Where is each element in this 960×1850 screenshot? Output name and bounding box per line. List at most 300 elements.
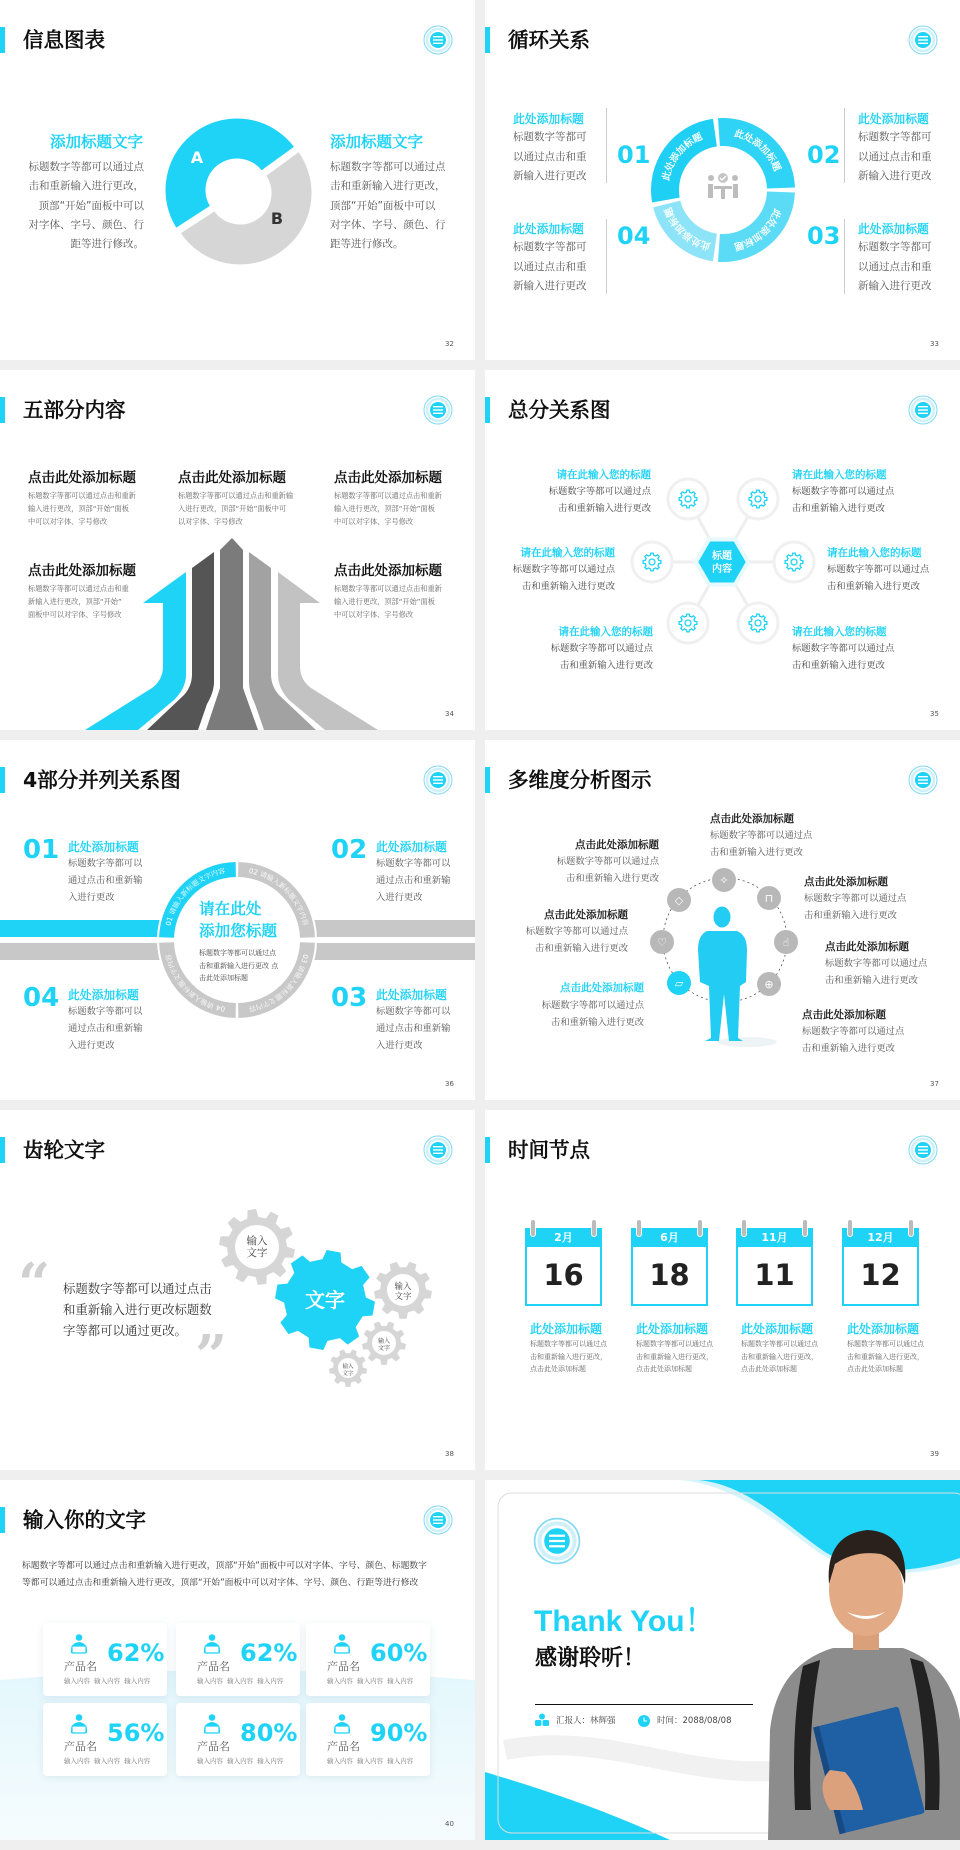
text-line: 标题数字等都可以	[376, 1006, 451, 1017]
item-body	[68, 1003, 142, 1054]
stat-label: 产品名	[64, 1660, 97, 1673]
calendar-ring	[908, 1219, 914, 1237]
stat-card	[176, 1703, 300, 1776]
text-line: 距等进行修改。	[330, 238, 404, 251]
text-line: 击和重新输入进行更改	[710, 847, 803, 858]
item-body	[542, 997, 644, 1031]
thank-you-subtitle: 感谢聆听！	[535, 1646, 646, 1671]
text-line: 标题数字等都可以通过点	[330, 161, 446, 173]
calendar-ring	[741, 1219, 747, 1237]
stat-label: 产品名	[64, 1740, 97, 1753]
text-line: 中可以对字体、字号修改	[334, 610, 414, 619]
ring-label: 此处添加标题	[660, 131, 705, 182]
item-heading: 点击此处添加标题	[825, 941, 909, 953]
item-heading: 此处添加标题	[858, 112, 929, 126]
page-number: 40	[445, 1820, 454, 1828]
diamond-icon: ◇	[674, 894, 684, 907]
text-line: 入进行更改	[376, 892, 423, 903]
reporter-text: 汇报人：林辉强	[556, 1716, 616, 1726]
text-line: 标题数字等都可以通过点	[827, 564, 930, 575]
gear-label: 输入	[342, 1364, 354, 1370]
milestone-body	[530, 1338, 607, 1376]
text-line: 标题数字等都可以	[68, 858, 143, 869]
heart-icon: ♡	[657, 936, 667, 949]
item-body	[804, 890, 906, 924]
item-body	[376, 855, 450, 906]
text-line: 标题数字等都可以	[376, 858, 451, 869]
text-line: 击和重新输入进行更改，	[636, 1352, 713, 1361]
text-line: 标题数字等都可以通过点	[525, 926, 628, 937]
stat-sub: 输入内容 输入内容 输入内容	[197, 1757, 284, 1765]
calendar-ring	[530, 1219, 536, 1237]
page-number: 34	[445, 710, 454, 718]
text-line: 标题数字等都可	[858, 131, 932, 143]
text-line: 标题数字等都可以通过点击	[63, 1281, 212, 1296]
text-line: 击和重新输入进行更改，	[28, 180, 144, 193]
page-number: 37	[930, 1080, 939, 1088]
slide-title: 输入你的文字	[23, 1508, 146, 1532]
item-body	[792, 483, 894, 517]
item-body	[792, 640, 894, 674]
text-line: 以通过点击和重	[858, 260, 932, 273]
intro-paragraph	[22, 1558, 427, 1592]
text-line: 标题数字等都可以通过点	[847, 1340, 924, 1348]
text-line: 标题数字等都可以通过点击和重新	[334, 491, 442, 500]
item-body	[513, 238, 587, 297]
text-line: 击和重新输入进行更改，	[741, 1352, 818, 1361]
team-check-icon	[708, 173, 738, 199]
item-heading: 请在此输入您的标题	[792, 626, 887, 638]
ring-label: 01 请输入新标题文字内容	[164, 867, 226, 927]
page-number: 39	[930, 1450, 939, 1458]
text-line: 标题数字等都可以通过点	[530, 1340, 607, 1348]
main-gear-label: 文字	[305, 1288, 345, 1312]
page-number: 33	[930, 340, 939, 348]
ring-label: 此处添加标题	[732, 128, 783, 174]
item-heading: 此处添加标题	[68, 840, 139, 854]
milestone-body	[636, 1338, 713, 1376]
center-label: 标题	[712, 551, 732, 562]
item-heading: 此处添加标题	[376, 988, 447, 1002]
item-body	[526, 923, 628, 957]
item-heading: 请在此输入您的标题	[520, 547, 615, 559]
clock-icon	[638, 1715, 650, 1727]
text-line: 标题数字等都可以	[68, 1006, 143, 1017]
calendar-ring	[636, 1219, 642, 1237]
item-heading: 此处添加标题	[68, 988, 139, 1002]
text-line: 击和重新输入进行更改，	[330, 180, 446, 193]
page-number: 36	[445, 1080, 454, 1088]
item-body	[557, 853, 659, 887]
text-line: 输入进行更改，顶部“开始”面板	[28, 504, 129, 513]
text-line: 通过点击和重新输	[68, 875, 143, 886]
text-line: 标题数字等都可以通过点	[541, 1000, 644, 1011]
gear-label: 输入	[377, 1338, 391, 1345]
stat-label: 产品名	[327, 1660, 360, 1673]
text-line: 标题数字等都可以通过点	[792, 643, 895, 654]
gear-label: 文字	[342, 1371, 354, 1377]
text-line: 以对字体、字号修改	[178, 517, 243, 526]
band-gray	[300, 920, 475, 937]
calendar-month: 11月	[736, 1228, 813, 1247]
ring-label: 03 请输入新标题文字内容	[248, 953, 310, 1013]
milestone-body	[741, 1338, 818, 1376]
text-line: 点击此处添加标题	[530, 1365, 586, 1373]
item-heading: 点击此处添加标题	[334, 470, 442, 486]
text-line: 标题数字等都可以通过点	[512, 564, 615, 575]
slide-40[interactable]	[0, 1480, 475, 1840]
reader-icon	[202, 1714, 226, 1738]
stat-card	[306, 1623, 430, 1696]
item-number: 01	[617, 141, 651, 169]
slide-37[interactable]	[485, 740, 960, 1100]
milestone-heading: 此处添加标题	[530, 1322, 603, 1336]
item-heading: 此处添加标题	[376, 840, 447, 854]
stat-card	[43, 1623, 167, 1696]
thumbs-up-icon: ☝	[782, 936, 790, 949]
stat-sub: 输入内容 输入内容 输入内容	[64, 1757, 151, 1765]
text-line: 击和重新输入进行更改，	[847, 1352, 924, 1361]
item-body	[513, 128, 587, 187]
band-cyan	[0, 920, 175, 937]
text-line: 击和重新输入进行更改	[560, 660, 653, 671]
slide-38[interactable]	[0, 1110, 475, 1470]
item-body	[178, 489, 293, 528]
text-line: 击和重新输入进行更改	[802, 1043, 895, 1054]
text-line: 点击此处添加标题	[741, 1365, 797, 1373]
stat-sub: 输入内容 输入内容 输入内容	[327, 1677, 414, 1685]
item-number: 03	[331, 983, 368, 1013]
text-line: 标题数字等都可以通过点击和重	[28, 584, 129, 593]
node-circle	[668, 479, 708, 519]
stat-label: 产品名	[197, 1740, 230, 1753]
stat-percent: 62%	[107, 1639, 165, 1667]
slide-33[interactable]	[485, 0, 960, 360]
item-body	[28, 489, 136, 528]
text-line: 点击此处添加标题	[847, 1365, 903, 1373]
item-body	[334, 582, 442, 621]
gear-label: 输入	[246, 1235, 268, 1247]
text-line: 中可以对字体、字号修改	[28, 517, 108, 526]
node-circle	[738, 603, 778, 643]
text-line: 以通过点击和重	[513, 260, 587, 273]
reader-icon	[69, 1714, 93, 1738]
slide-title: 4部分并列关系图	[23, 768, 181, 792]
item-heading: 请在此输入您的标题	[827, 547, 922, 559]
text-line: 标题数字等都可以通过点	[556, 856, 659, 867]
text-line: 击此处添加标题	[199, 974, 248, 982]
calendar-day: 11	[736, 1247, 813, 1306]
text-line: 距等进行修改。	[70, 238, 144, 251]
item-number: 04	[23, 983, 60, 1013]
slide-title: 信息图表	[23, 28, 105, 52]
text-line: 点击此处添加标题	[636, 1365, 692, 1373]
center-label: 内容	[712, 564, 732, 575]
item-number: 02	[807, 141, 841, 169]
gear-label: 文字	[377, 1345, 391, 1352]
globe-icon: ⊕	[764, 978, 774, 991]
divider	[606, 108, 607, 183]
ring-segment-2	[718, 118, 795, 188]
close-quote-mark: ”	[195, 1323, 228, 1389]
text-line: 击和重新输入进行更改	[792, 503, 885, 514]
item-heading: 点击此处添加标题	[710, 813, 794, 825]
date-text: 时间：2088/08/08	[657, 1716, 732, 1726]
divider	[844, 219, 845, 294]
text-line: 新输入进行更改	[858, 280, 932, 292]
center-body	[199, 947, 278, 985]
item-body	[513, 561, 615, 595]
item-heading: 点击此处添加标题	[178, 470, 286, 486]
center-title: 请在此处	[199, 900, 262, 918]
page-number: 32	[445, 340, 454, 348]
slide-39[interactable]	[485, 1110, 960, 1470]
stat-label: 产品名	[327, 1740, 360, 1753]
divider	[844, 108, 845, 183]
left-body	[28, 158, 144, 254]
item-heading: 点击此处添加标题	[804, 876, 888, 888]
text-line: 以通过点击和重	[513, 150, 587, 163]
stat-percent: 56%	[107, 1719, 165, 1747]
calendar-ring	[847, 1219, 853, 1237]
slide-34[interactable]	[0, 370, 475, 730]
text-line: 击和重新输入进行更改	[792, 660, 885, 671]
text-line: 标题数字等都可以通过点	[802, 1026, 905, 1037]
slide-title: 时间节点	[508, 1138, 590, 1162]
slide-36[interactable]	[0, 740, 475, 1100]
slide-title: 总分关系图	[508, 398, 611, 422]
item-heading: 点击此处添加标题	[28, 470, 136, 486]
trophy-icon: ✧	[719, 874, 729, 887]
text-line: 击和重新输入进行更改，	[530, 1352, 607, 1361]
text-line: 标题数字等都可以通过点	[792, 486, 895, 497]
text-line: 标题数字等都可	[858, 241, 932, 253]
text-line: 击和重新输入进行更改 点	[199, 961, 279, 970]
slide-32[interactable]	[0, 0, 475, 360]
slide-35[interactable]	[485, 370, 960, 730]
stat-sub: 输入内容 输入内容 输入内容	[64, 1677, 151, 1685]
right-heading: 添加标题文字	[330, 133, 424, 151]
text-line: 标题数字等都可以通过点	[804, 893, 907, 904]
stat-label: 产品名	[197, 1660, 230, 1673]
text-line: 对字体、字号、颜色、行	[28, 218, 144, 231]
rising-arrows-diagram	[0, 370, 475, 730]
calendar-month: 6月	[631, 1228, 708, 1247]
reader-icon	[332, 1634, 356, 1658]
item-body	[549, 483, 651, 517]
item-body	[825, 955, 927, 989]
text-line: 通过点击和重新输	[68, 1023, 143, 1034]
stat-percent: 80%	[240, 1719, 298, 1747]
text-line: 标题数字等都可以通过点	[710, 830, 813, 841]
segment-b-label: B	[270, 209, 284, 228]
node-circle	[668, 603, 708, 643]
item-number: 04	[617, 222, 651, 250]
text-line: 字等都可以通过更改。	[63, 1323, 187, 1338]
calendar-ring	[591, 1219, 597, 1237]
stat-percent: 90%	[370, 1719, 428, 1747]
item-heading: 此处添加标题	[858, 222, 929, 236]
calendar-day: 12	[842, 1247, 919, 1306]
item-heading: 点击此处添加标题	[544, 909, 628, 921]
milestone-body	[847, 1338, 924, 1376]
school-logo	[908, 1135, 938, 1165]
item-heading: 请在此输入您的标题	[792, 469, 887, 481]
ring-label: 此处添加标题	[663, 205, 712, 252]
left-heading: 添加标题文字	[49, 133, 143, 151]
text-line: 标题数字等都可以通过点击和重新输	[178, 491, 294, 500]
text-line: 新输入进行更改	[513, 280, 587, 292]
item-body	[858, 128, 932, 187]
calendar-ring	[802, 1219, 808, 1237]
text-line: 新输入进行更改	[513, 170, 587, 182]
text-line: 中可以对字体、字号修改	[334, 517, 414, 526]
item-number: 03	[807, 222, 841, 250]
gears-diagram	[0, 1110, 475, 1470]
item-heading: 请在此输入您的标题	[556, 469, 651, 481]
band-gray	[0, 943, 175, 960]
text-line: 标题数字等都可以通过点	[548, 486, 651, 497]
item-number: 02	[331, 835, 368, 865]
text-line: 击和重新输入进行更改	[551, 1017, 644, 1028]
text-line: 击和重新输入进行更改	[566, 873, 659, 884]
reader-icon	[202, 1634, 226, 1658]
item-heading: 点击此处添加标题	[802, 1009, 886, 1021]
text-line: 和重新输入进行更改标题数	[63, 1302, 212, 1317]
divider	[606, 219, 607, 294]
center-title: 添加您标题	[199, 922, 277, 940]
slide-title: 多维度分析图示	[508, 768, 652, 792]
text-line: 击和重新输入进行更改	[535, 943, 628, 954]
text-line: 标题数字等都可以通过点	[741, 1340, 818, 1348]
item-body	[858, 238, 932, 297]
text-line: 标题数字等都可以通过点击和重新	[28, 491, 136, 500]
item-body	[68, 855, 142, 906]
title-accent-bar	[0, 1507, 5, 1533]
text-line: 击和重新输入进行更改	[804, 910, 897, 921]
item-heading-highlighted: 点击此处添加标题	[560, 982, 644, 994]
stat-card	[306, 1703, 430, 1776]
open-quote-mark: “	[18, 1251, 51, 1317]
text-line: 击和重新输入进行更改	[827, 581, 920, 592]
ring-label: 02 请输入新标题文字内容	[248, 867, 310, 927]
item-heading: 此处添加标题	[513, 112, 584, 126]
segment-a-label: A	[190, 148, 204, 167]
stat-card	[43, 1703, 167, 1776]
slide-title: 齿轮文字	[23, 1138, 105, 1162]
graduation-cap-icon: ▱	[674, 977, 684, 990]
ring-label: 04 请输入新标题文字内容	[164, 953, 226, 1013]
text-line: 新输入进行更改	[858, 170, 932, 182]
text-line: 面板中可以对字体、字号修改	[28, 610, 122, 619]
milestone-heading: 此处添加标题	[847, 1322, 920, 1336]
stat-card	[176, 1623, 300, 1696]
gear-label: 文字	[246, 1247, 268, 1259]
school-logo	[423, 1505, 453, 1535]
text-line: 标题数字等都可以通过点	[199, 949, 276, 957]
item-number: 01	[23, 835, 60, 865]
calendar-day: 18	[631, 1247, 708, 1306]
businessman-silhouette	[698, 907, 747, 1042]
calendar-day: 16	[525, 1247, 602, 1306]
footer-icons	[485, 1480, 960, 1840]
stat-percent: 62%	[240, 1639, 298, 1667]
text-line: 等都可以通过点击和重新输入进行更改，顶部“开始”面板中可以对字体、字号、颜色、行距等进行修改	[22, 1578, 419, 1588]
text-line: 标题数字等都可	[513, 131, 587, 143]
item-body	[551, 640, 653, 674]
text-line: 入进行更改	[68, 1040, 115, 1051]
gear-label: 输入	[394, 1282, 412, 1292]
stat-sub: 输入内容 输入内容 输入内容	[327, 1757, 414, 1765]
page-number: 35	[930, 710, 939, 718]
text-line: 标题数字等都可以通过点击和重新输入进行更改，顶部“开始”面板中可以对字体、字号、颜色、标题数字	[22, 1561, 427, 1571]
item-body	[710, 827, 812, 861]
slide-thank-you[interactable]	[485, 1480, 960, 1840]
item-heading: 请在此输入您的标题	[558, 626, 653, 638]
reporter-icon	[535, 1714, 549, 1727]
center-hexagon	[696, 540, 748, 585]
text-line: 击和重新输入进行更改	[558, 503, 651, 514]
calendar-ring	[697, 1219, 703, 1237]
reader-icon	[332, 1714, 356, 1738]
text-line: 通过点击和重新输	[376, 1023, 451, 1034]
node-circle	[774, 542, 814, 582]
item-body	[376, 1003, 450, 1054]
band-gray	[300, 943, 475, 960]
lock-icon: ⊓	[764, 892, 774, 905]
reader-icon	[69, 1634, 93, 1658]
milestone-heading: 此处添加标题	[741, 1322, 814, 1336]
milestone-heading: 此处添加标题	[636, 1322, 709, 1336]
page-number: 38	[445, 1450, 454, 1458]
stat-sub: 输入内容 输入内容 输入内容	[197, 1677, 284, 1685]
text-line: 输入进行更改，顶部“开始”面板	[334, 597, 435, 606]
text-line: 标题数字等都可以通过点击和重新	[334, 584, 442, 593]
node-circle	[738, 479, 778, 519]
text-line: 标题数字等都可以通过点	[28, 161, 144, 173]
text-line: 标题数字等都可以通过点	[825, 958, 928, 969]
text-line: 入进行更改，顶部“开始”面板中可	[178, 504, 287, 513]
item-heading: 点击此处添加标题	[334, 563, 442, 579]
text-line: 顶部“开始”面板中可以	[38, 199, 144, 212]
ring-segment-3	[718, 192, 795, 262]
title-accent-bar	[485, 1137, 490, 1163]
text-line: 击和重新输入进行更改	[522, 581, 615, 592]
text-line: 顶部“开始”面板中可以	[330, 199, 436, 212]
text-line: 击和重新输入进行更改	[825, 975, 918, 986]
right-body	[330, 158, 446, 254]
item-body	[802, 1023, 904, 1057]
text-line: 输入进行更改，顶部“开始”面板	[334, 504, 435, 513]
text-line: 新输入进行更改，顶部“开始”	[28, 597, 122, 606]
ring-segment-1	[651, 119, 717, 203]
text-line: 标题数字等都可	[513, 241, 587, 253]
node-circle	[632, 542, 672, 582]
text-line: 以通过点击和重	[858, 150, 932, 163]
text-line: 标题数字等都可以通过点	[550, 643, 653, 654]
item-body	[334, 489, 442, 528]
text-line: 入进行更改	[376, 1040, 423, 1051]
text-line: 通过点击和重新输	[376, 875, 451, 886]
text-line: 对字体、字号、颜色、行	[330, 218, 446, 231]
thank-you-title: Thank You！	[534, 1605, 715, 1638]
slide-title: 循环关系	[508, 28, 590, 52]
calendar-month: 12月	[842, 1228, 919, 1247]
text-line: 入进行更改	[68, 892, 115, 903]
stat-percent: 60%	[370, 1639, 428, 1667]
calendar-month: 2月	[525, 1228, 602, 1247]
ring-label: 此处添加标题	[732, 206, 783, 252]
